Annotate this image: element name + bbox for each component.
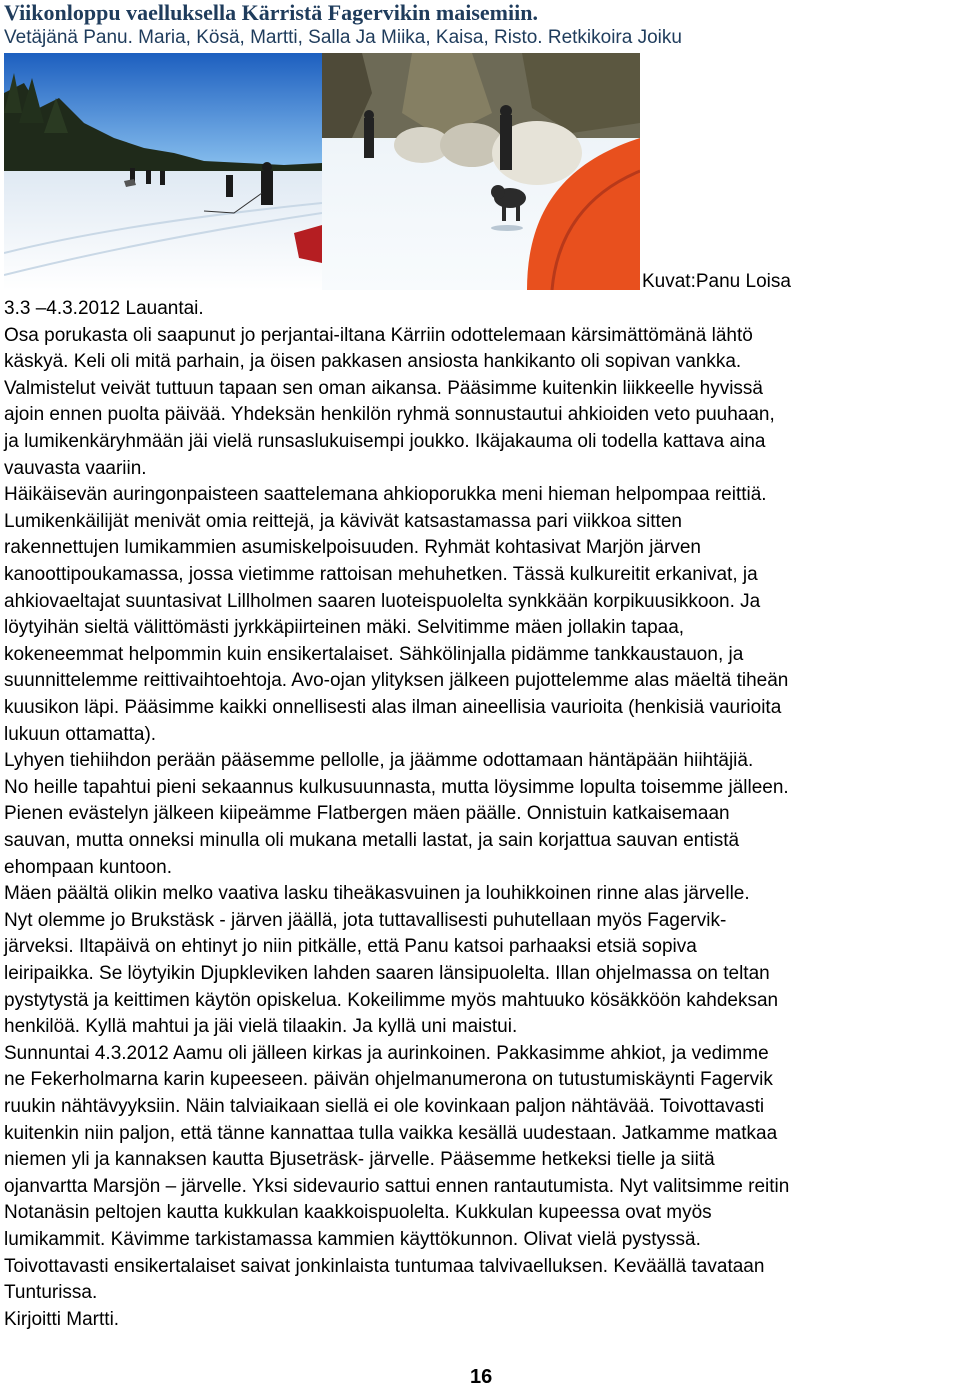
photo-winter-camp-tents: [322, 53, 640, 290]
body-text-line: Toivottavasti ensikertalaiset saivat jonkinlaista tuntumaa talvivaelluksen. Keväällä tavataan: [4, 1255, 765, 1277]
body-text-line: käskyä. Keli oli mitä parhain, ja öisen pakkasen ansiosta hankikanto oli sopivan vankka.: [4, 351, 742, 373]
body-text-line: Kirjoitti Martti.: [4, 1308, 120, 1330]
body-text-line: ja lumikenkäryhmään jäi vielä runsaslukuisempi joukko. Ikäjakauma oli todella kattava aina: [4, 431, 766, 452]
body-text-line: Valmistelut veivät tuttuun tapaan sen oman aikansa. Pääsimme kuitenkin liikkeelle hyvissä: [4, 377, 763, 399]
photo-frozen-lake-trekkers: [4, 53, 322, 290]
body-text-line: ojanvartta Marsjön – järvelle. Yksi sidevaurio sattui ennen rantautumista. Nyt valitsimme reitin: [4, 1175, 790, 1197]
body-text-line: kuusikon läpi. Pääsimme kaikki onnellisesti alas ilman aineellisia vaurioita (henkisiä vaurioita: [4, 697, 782, 718]
body-text-line: löytyihän sieltä välittömästi jyrkkäpiirteinen mäki. Selvitimme mäen jollakin tapaa,: [4, 617, 685, 639]
body-text-line: kanoottipoukamassa, jossa vietimme rattoisan mehuhetken. Tässä kulkureitit erkanivat, ja: [4, 564, 758, 585]
article-title: Viikonloppu vaelluksella Kärristä Fagervikin maisemiin.: [4, 0, 538, 25]
photo-credit: Kuvat:Panu Loisa: [642, 271, 791, 292]
body-text-line: ehompaan kuntoon.: [4, 856, 172, 878]
body-text-line: Pienen evästelyn jälkeen kiipeämme Flatbergen mäen päälle. Onnistuin katkaisemaan: [4, 803, 730, 825]
body-text-line: Lumikenkäilijät menivät omia reittejä, ja kävivät katsastamassa pari viikkoa sitten: [4, 510, 682, 532]
body-text-line: Sunnuntai 4.3.2012 Aamu oli jälleen kirkas ja aurinkoinen. Pakkasimme ahkiot, ja vedimme: [4, 1042, 769, 1064]
body-text-line: vauvasta vaariin.: [4, 457, 147, 479]
body-text-line: Nyt olemme jo Brukstäsk - järven jäällä, jota tuttavallisesti puhutellaan myös Fagervik-: [4, 909, 727, 931]
body-text-line: ajoin ennen puolta päivää. Yhdeksän henkilön ryhmä sonnustautui ahkioiden veto puuhaan,: [4, 404, 775, 426]
body-text-line: ahkiovaeltajat suuntasivat Lillholmen saaren luoteispuolelta synkkään korpikuusikkoon. Ja: [4, 590, 761, 612]
body-text-line: pystytystä ja keittimen käytön opiskelua. Kokeilimme myös mahtuuko kösäkköön kahdeksan: [4, 989, 779, 1011]
body-text-line: henkilöä. Kyllä mahtui ja jäi vielä tilaakin. Ja kyllä uni maistui.: [4, 1016, 518, 1038]
body-text-line: suunnittelemme reittivaihtoehtoja. Avo-ojan ylityksen jälkeen pujottelemme alas mäeltä tiheän: [4, 670, 789, 692]
participants-line: Vetäjänä Panu. Maria, Kösä, Martti, Salla Ja Miika, Kaisa, Risto. Retkikoira Joiku: [4, 27, 682, 48]
body-text-line: No heille tapahtui pieni sekaannus kulkusuunnasta, mutta löysimme lopulta toisemme jälleen.: [4, 776, 789, 798]
body-text-line: Tunturissa.: [4, 1282, 98, 1304]
body-text-line: ne Fekerholmarna karin kupeeseen. päivän ohjelmanumerona on tutustumiskäynti Fagervik: [4, 1069, 773, 1091]
body-text-line: niemen yli ja kannaksen kautta Bjuseträsk- järvelle. Pääsemme hetkeksi tielle ja siitä: [4, 1149, 715, 1171]
body-text-line: rakennettujen lumikammien asumiskelpoisuuden. Ryhmät kohtasivat Marjön järven: [4, 537, 701, 559]
body-text-line: Osa porukasta oli saapunut jo perjantai-iltana Kärriin odottelemaan kärsimättömänä lähtö: [4, 324, 753, 346]
body-text-line: 3.3 –4.3.2012 Lauantai.: [4, 298, 204, 319]
body-text-line: kokeneemmat helpommin kuin ensikertalaiset. Sähkölinjalla pidämme tankkaustauon, ja: [4, 643, 744, 665]
body-text-line: Notanäsin peltojen kautta kukkulan kaakkoispuolelta. Kukkulan kupeessa ovat myös: [4, 1202, 712, 1224]
body-text-line: lukuun ottamatta).: [4, 723, 157, 745]
body-text-line: sauvan, mutta onneksi minulla oli mukana metalli lastat, ja sain korjattua sauvan entistä: [4, 830, 740, 851]
body-text-line: kuitenkin niin paljon, että tänne kannattaa tulla vaikka kesällä uudestaan. Jatkamme matkaa: [4, 1122, 778, 1144]
body-text-line: järveksi. Iltapäivä on ehtinyt jo niin pitkälle, että Panu katsoi parhaaksi etsiä sopiva: [4, 936, 697, 958]
body-text-line: Häikäisevän auringonpaisteen saattelemana ahkioporukka meni hieman helpompaa reittiä.: [4, 484, 767, 506]
body-text-line: ruukin nähtävyyksiin. Näin talviaikaan siellä ei ole kovinkaan paljon nähtävää. Toivottavasti: [4, 1096, 765, 1117]
body-text-line: Lyhyen tiehiihdon perään pääsemme pellolle, ja jäämme odottamaan häntäpään hiihtäjiä.: [4, 750, 754, 772]
page-number: 16: [470, 1366, 493, 1388]
body-text-line: Mäen päältä olikin melko vaativa lasku tiheäkasvuinen ja louhikkoinen rinne alas järvelle.: [4, 883, 750, 905]
body-text-line: lumikammit. Kävimme tarkistamassa kammien käyttökunnon. Olivat vielä pystyssä.: [4, 1229, 701, 1250]
body-text-line: leiripaikka. Se löytyikin Djupkleviken lahden saaren länsipuolelta. Illan ohjelmassa on teltan: [4, 963, 770, 984]
